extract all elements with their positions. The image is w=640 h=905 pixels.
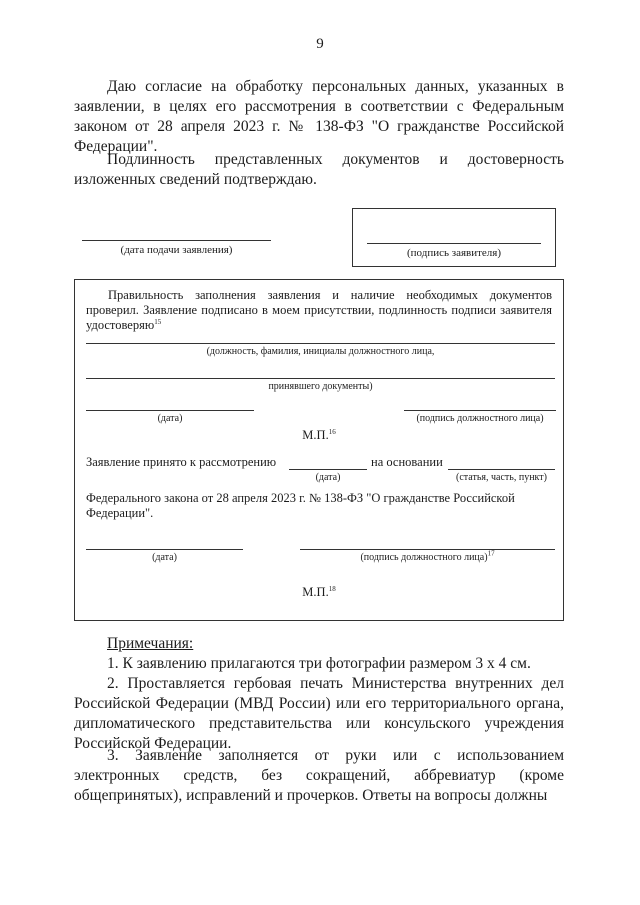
authenticity-paragraph [74,150,564,190]
applicant-signature-line [367,243,541,244]
footnote-ref-15: 15 [154,317,162,326]
note-item-1: 1. К заявлению прилагаются три фотографии размером 3 х 4 см. [107,655,531,672]
notes-heading: Примечания: [107,635,194,652]
official-position-caption: (должность, фамилия, инициалы должностного лица, [206,346,435,357]
official-signature-caption-1: (подпись должностного лица) [416,413,544,424]
official-signature-line-2 [300,549,555,550]
official-use-block [74,279,564,621]
official-date-caption-2: (дата) [152,552,177,563]
note-item-3: 3. Заявление заполняется от руки или с использованием электронных средств, без сокращений, аббревиатур (кроме общепринятых), исправлений и прочерков. Ответы на вопросы должны [74,747,564,804]
application-date-caption: (дата подачи заявления) [120,244,233,256]
accepted-date-line [289,469,367,470]
footnote-ref-17: 17 [487,549,495,558]
consent-paragraph [74,77,564,157]
official-position-line [86,343,555,344]
applicant-signature-caption: (подпись заявителя) [406,247,502,259]
law-reference-text: Федерального закона от 28 апреля 2023 г. № 138-ФЗ "О гражданстве Российской Федерации". [86,491,515,520]
official-date-line-2 [86,549,243,550]
page-number: 9 [316,36,324,52]
official-signature-line-1 [404,410,556,411]
official-name-caption: принявшего документы) [268,381,373,392]
stamp-mark-2: М.П.$^{18}$ [302,584,336,599]
footnote-ref-16: 16 [328,427,336,436]
footnote-ref-18: 18 [328,584,336,593]
consent-text: Даю согласие на обработку персональных данных, указанных в заявлении, в целях его рассмотрения в соответствии с Федеральным законом от 28 апреля 2023 г. № 138-ФЗ "О гражданстве Российской Федерации". [74,78,564,155]
verification-statement: Правильность заполнения заявления и наличие необходимых документов проверил. Заявление подписано в моем присутствии, подлинность подписи заявителя удостоверяю$^{15}$ [86,288,552,332]
basis-label: на основании [371,455,443,469]
accepted-date-caption: (дата) [315,472,341,483]
accepted-label: Заявление принято к рассмотрению [86,455,277,469]
article-caption: (статья, часть, пункт) [456,472,547,483]
official-date-line-1 [86,410,254,411]
official-name-line [86,378,555,379]
official-date-caption-1: (дата) [157,413,183,424]
application-date-line [82,240,271,241]
note-item-2: 2. Проставляется гербовая печать Министерства внутренних дел Российской Федерации (МВД России) или его территориального органа, дипломатического представительства или консульского учреждения Российской Федерации. [74,675,564,752]
authenticity-text: Подлинность представленных документов и достоверность изложенных сведений подтверждаю. [74,151,564,188]
article-line [448,469,555,470]
official-signature-caption-2: (подпись должностного лица)$^{17}$ [360,549,495,563]
stamp-mark-1: М.П.$^{16}$ [302,427,336,442]
